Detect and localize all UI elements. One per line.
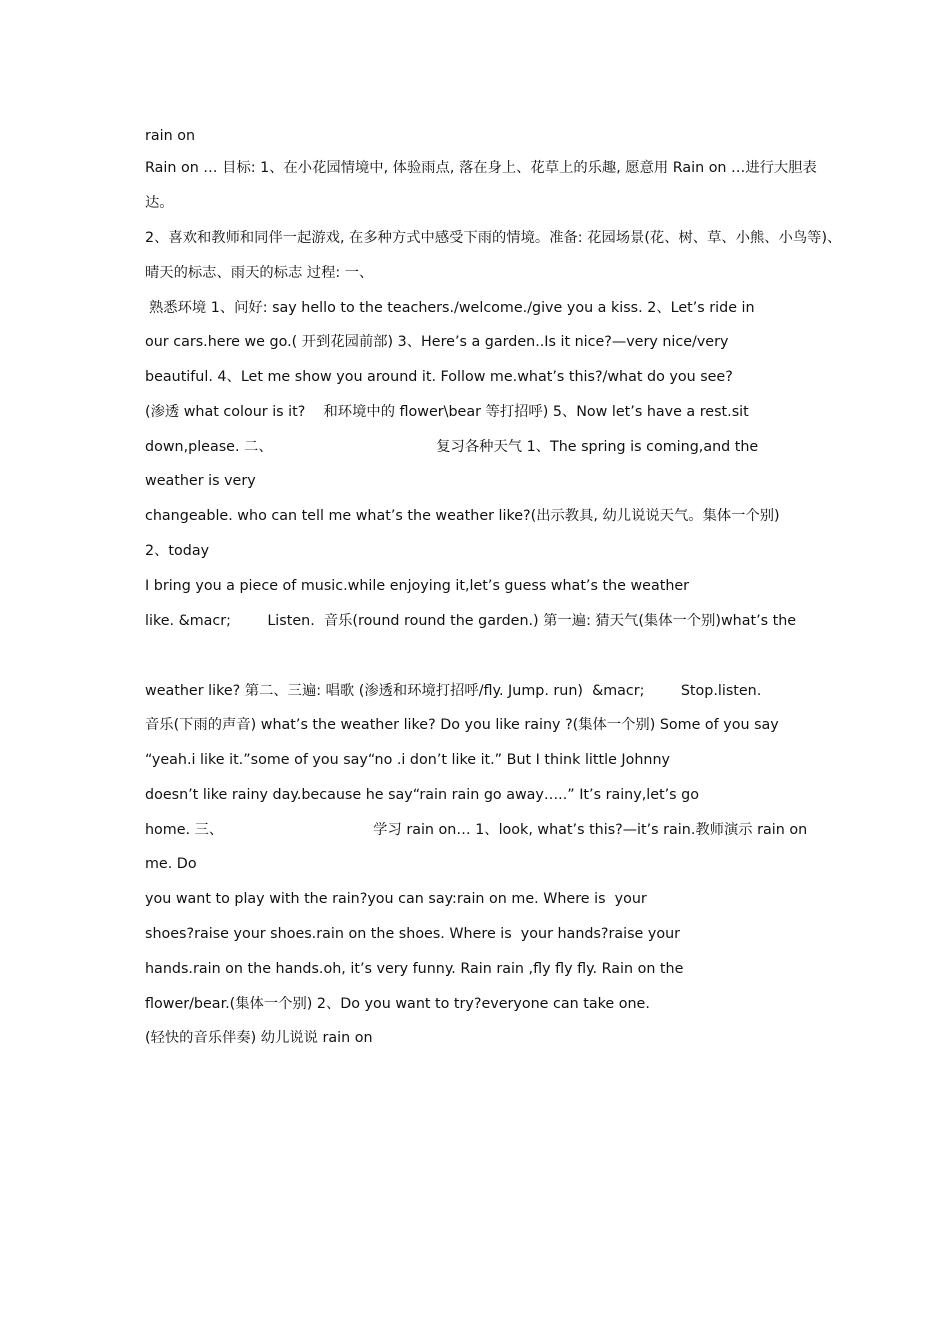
doc-title: rain on bbox=[145, 128, 196, 144]
doc-line: me. Do bbox=[145, 856, 197, 872]
doc-line: changeable. who can tell me what’s the weather like?(出示教具, 幼儿说说天气。集体一个别) bbox=[145, 508, 780, 524]
doc-line: “yeah.i like it.”some of you say“no .i don’t like it.” But I think little Johnny bbox=[145, 752, 671, 768]
doc-line: down,please. 二、 复习各种天气 1、The spring is coming,and the bbox=[145, 439, 759, 455]
doc-line: I bring you a piece of music.while enjoying it,let’s guess what’s the weather bbox=[145, 578, 690, 594]
doc-line: doesn’t like rainy day.because he say“rain rain go away…..” It’s rainy,let’s go bbox=[145, 787, 699, 803]
doc-line: (渗透 what colour is it? 和环境中的 flower\bear 等打招呼) 5、Now let’s have a rest.sit bbox=[145, 404, 749, 420]
doc-line: weather is very bbox=[145, 473, 256, 489]
doc-line: (轻快的音乐伴奏) 幼儿说说 rain on bbox=[145, 1030, 373, 1046]
doc-line: 音乐(下雨的声音) what’s the weather like? Do you like rainy ?(集体一个别) Some of you say bbox=[145, 717, 779, 733]
doc-line: Rain on … 目标: 1、在小花园情境中, 体验雨点, 落在身上、花草上的乐趣, 愿意用 Rain on …进行大胆表 bbox=[145, 160, 817, 176]
doc-line: you want to play with the rain?you can say:rain on me. Where is your bbox=[145, 891, 647, 907]
doc-line: shoes?raise your shoes.rain on the shoes. Where is your hands?raise your bbox=[145, 926, 681, 942]
doc-line: home. 三、 学习 rain on… 1、look, what’s this?—it’s rain.教师演示 rain on bbox=[145, 822, 808, 838]
doc-line: beautiful. 4、Let me show you around it. Follow me.what’s this?/what do you see? bbox=[145, 369, 733, 385]
doc-line: flower/bear.(集体一个别) 2、Do you want to try?everyone can take one. bbox=[145, 996, 650, 1012]
doc-line: weather like? 第二、三遍: 唱歌 (渗透和环境打招呼/fly. Jump. run) &macr; Stop.listen. bbox=[145, 683, 762, 699]
doc-line: hands.rain on the hands.oh, it’s very funny. Rain rain ,fly fly fly. Rain on the bbox=[145, 961, 684, 977]
doc-line: our cars.here we go.( 开到花园前部) 3、Here’s a garden..Is it nice?—very nice/very bbox=[145, 334, 729, 350]
doc-line: 熟悉环境 1、问好: say hello to the teachers./welcome./give you a kiss. 2、Let’s ride in bbox=[149, 300, 755, 316]
doc-line: like. &macr; Listen. 音乐(round round the garden.) 第一遍: 猜天气(集体一个别)what’s the bbox=[145, 613, 797, 629]
doc-line: 晴天的标志、雨天的标志 过程: 一、 bbox=[145, 265, 374, 281]
doc-line: 2、喜欢和教师和同伴一起游戏, 在多种方式中感受下雨的情境。准备: 花园场景(花、树、草、小熊、小鸟等)、 bbox=[145, 230, 842, 246]
doc-line: 达。 bbox=[145, 195, 174, 211]
doc-line: 2、today bbox=[145, 543, 210, 559]
